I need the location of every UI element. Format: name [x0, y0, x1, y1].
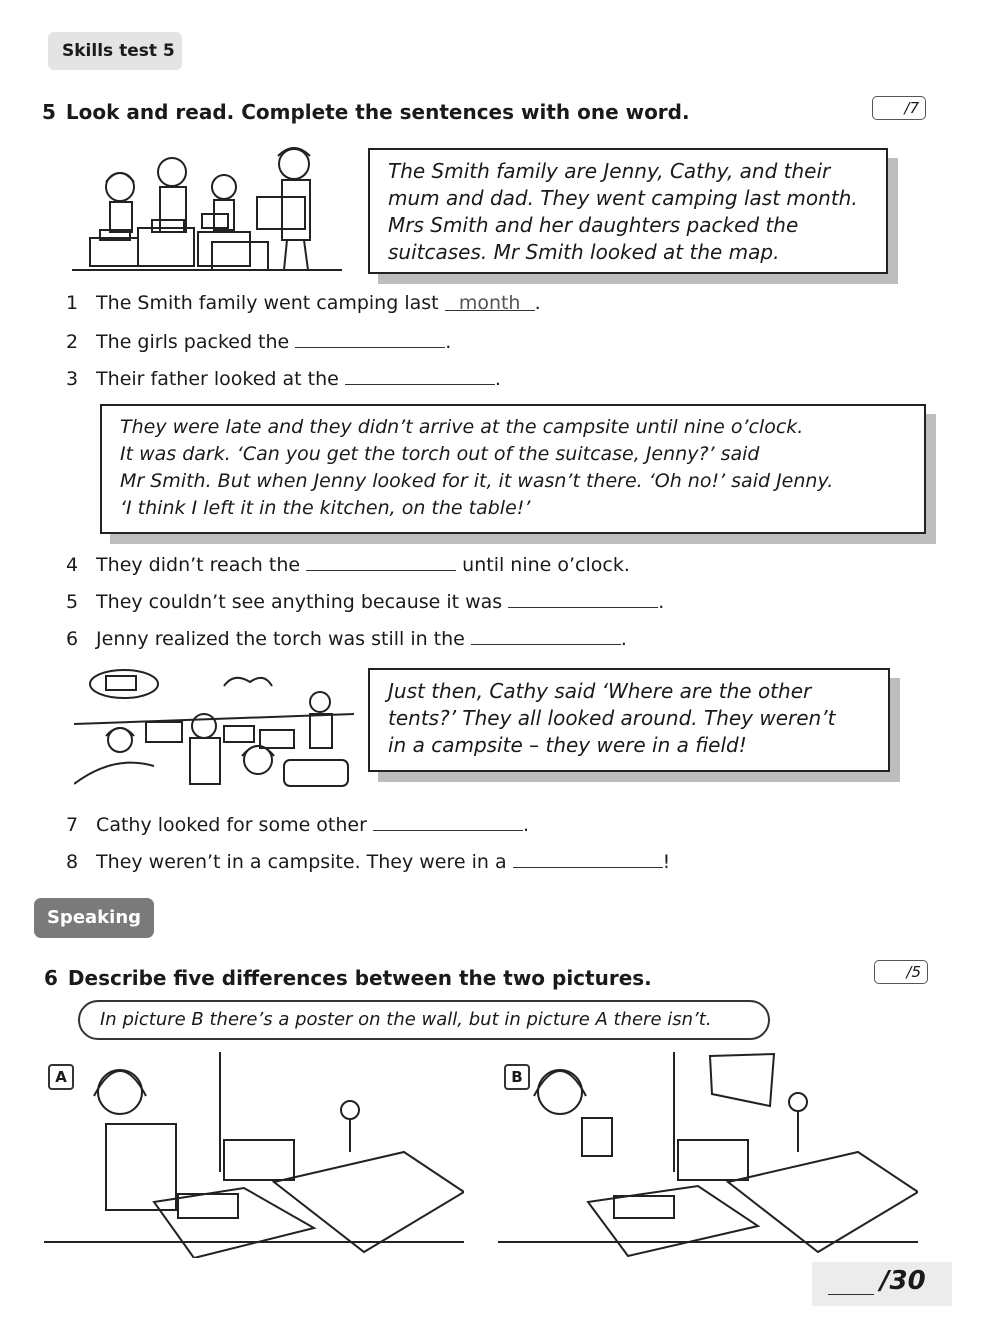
story-line: suitcases. Mr Smith looked at the map. [388, 240, 780, 264]
question-instruction: Describe five differences between the two pictures. [67, 966, 652, 990]
story-line: The Smith family are Jenny, Cathy, and their [388, 159, 831, 183]
item-text: The Smith family went camping last [96, 292, 439, 314]
item-text-after: . [620, 628, 627, 650]
speaking-label: Speaking [34, 898, 154, 938]
sentence-item [66, 849, 670, 873]
story-line: tents?’ They all looked around. They weren’t [388, 706, 836, 730]
item-text-after: until nine o’clock. [462, 554, 630, 576]
item-number: 2 [66, 331, 79, 353]
question-5-title [42, 100, 690, 124]
picture-a-label: A [48, 1064, 74, 1090]
item-text-after: . [534, 292, 541, 314]
total-score-panel [812, 1262, 952, 1306]
answer-blank[interactable]: month [445, 292, 535, 311]
item-number: 8 [66, 851, 79, 873]
item-text-after: . [522, 814, 530, 836]
story-box-2 [100, 404, 926, 534]
sentence-item [66, 812, 529, 836]
picture-b-illustration [498, 1052, 918, 1258]
family-packing-illustration [72, 142, 342, 274]
answer-blank[interactable] [373, 812, 523, 831]
sentence-item [66, 552, 630, 576]
story-line: Mr Smith. But when Jenny looked for it, it wasn’t there. ‘Oh no!’ said Jenny. [120, 470, 834, 492]
item-text: Jenny realized the torch was still in the [96, 628, 465, 650]
sentence-item [66, 329, 451, 353]
field-cows-illustration [74, 664, 354, 790]
story-line: Mrs Smith and her daughters packed the [388, 213, 799, 237]
score-box-6: /5 [874, 960, 928, 984]
score-box-5: /7 [872, 96, 926, 120]
total-score-blank[interactable] [828, 1294, 874, 1295]
sentence-item [66, 626, 627, 650]
story-box-1 [368, 148, 888, 274]
item-number: 6 [66, 628, 79, 650]
item-number: 1 [66, 292, 79, 314]
story-line: Just then, Cathy said ‘Where are the other [388, 679, 812, 703]
answer-blank[interactable] [306, 552, 456, 571]
item-text-after: . [658, 591, 665, 613]
item-text: They weren’t in a campsite. They were in a [96, 851, 507, 873]
question-number: 5 [42, 100, 56, 124]
item-text: They couldn’t see anything because it was [96, 591, 503, 613]
item-number: 3 [66, 368, 79, 390]
story-box-3 [368, 668, 890, 772]
total-score: /30 [880, 1266, 926, 1296]
story-line: It was dark. ‘Can you get the torch out of the suitcase, Jenny?’ said [120, 443, 760, 465]
item-number: 5 [66, 591, 79, 613]
item-text: The girls packed the [96, 331, 290, 353]
answer-blank[interactable] [513, 849, 663, 868]
sentence-item [66, 292, 541, 314]
picture-a-illustration [44, 1052, 464, 1258]
story-line: mum and dad. They went camping last month. [388, 186, 858, 210]
answer-blank[interactable] [295, 329, 445, 348]
sentence-item [66, 366, 501, 390]
story-line: They were late and they didn’t arrive at the campsite until nine o’clock. [120, 416, 804, 438]
item-text-after: ! [662, 851, 671, 873]
item-number: 4 [66, 554, 79, 576]
item-text-after: . [445, 331, 452, 353]
picture-b-label: B [504, 1064, 530, 1090]
example-speech-bubble: In picture B there’s a poster on the wall, but in picture A there isn’t. [78, 1000, 770, 1040]
skills-test-tab: Skills test 5 [48, 32, 182, 70]
answer-blank[interactable] [345, 366, 495, 385]
item-text: They didn’t reach the [96, 554, 301, 576]
question-instruction: Look and read. Complete the sentences with one word. [65, 100, 690, 124]
item-text: Their father looked at the [96, 368, 339, 390]
sentence-item [66, 589, 664, 613]
question-number: 6 [44, 966, 58, 990]
answer-blank[interactable] [508, 589, 658, 608]
item-number: 7 [66, 814, 79, 836]
answer-blank[interactable] [471, 626, 621, 645]
story-line: ‘I think I left it in the kitchen, on the table!’ [120, 497, 531, 519]
item-text: Cathy looked for some other [96, 814, 367, 836]
item-text-after: . [494, 368, 501, 390]
question-6-title [44, 966, 652, 990]
story-line: in a campsite – they were in a field! [388, 733, 747, 757]
